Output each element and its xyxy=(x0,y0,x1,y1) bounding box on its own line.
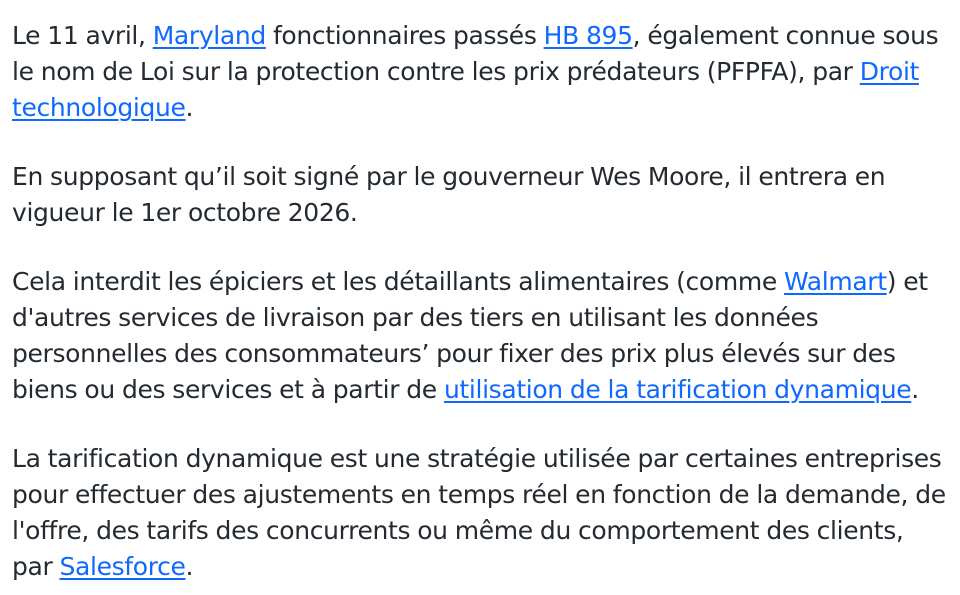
maryland-link[interactable]: Maryland xyxy=(152,21,266,50)
dynamic-pricing-link[interactable]: utilisation de la tarification dynamique xyxy=(443,375,912,404)
hb-895-link[interactable]: HB 895 xyxy=(543,21,633,50)
paragraph-prohibition xyxy=(12,264,946,408)
salesforce-link[interactable]: Salesforce xyxy=(59,552,186,581)
paragraph-maryland-bill xyxy=(12,18,946,126)
droit-technologique-link[interactable]: Droit technologique xyxy=(12,57,919,122)
paragraph-text: La tarification dynamique est une stratégie utilisée par certaines entreprises pour effectuer des ajustements en temps réel en fonction de la demande, de l'offre, des tarifs des concurrents ou même du comportement des clients, par xyxy=(12,444,946,581)
paragraph-text: . xyxy=(911,375,919,404)
walmart-link[interactable]: Walmart xyxy=(784,267,887,296)
paragraph-text: , également connue sous le nom de Loi sur la protection contre les prix prédateurs (PFPFA), par xyxy=(12,21,939,86)
paragraph-text: ) et d'autres services de livraison par des tiers en utilisant les données personnelles des consommateurs’ pour fixer des prix plus élevés sur des biens ou des services et à partir de xyxy=(12,267,928,404)
paragraph-dynamic-pricing-definition xyxy=(12,441,946,585)
paragraph-effective-date: En supposant qu’il soit signé par le gouverneur Wes Moore, il entrera en vigueur le 1er octobre 2026. xyxy=(12,162,886,227)
paragraph-text: fonctionnaires passés xyxy=(265,21,544,50)
paragraph-text: Le 11 avril, xyxy=(12,21,153,50)
paragraph-text: Cela interdit les épiciers et les détaillants alimentaires (comme xyxy=(12,267,784,296)
paragraph-text: . xyxy=(185,552,194,581)
paragraph-text: . xyxy=(185,93,194,122)
